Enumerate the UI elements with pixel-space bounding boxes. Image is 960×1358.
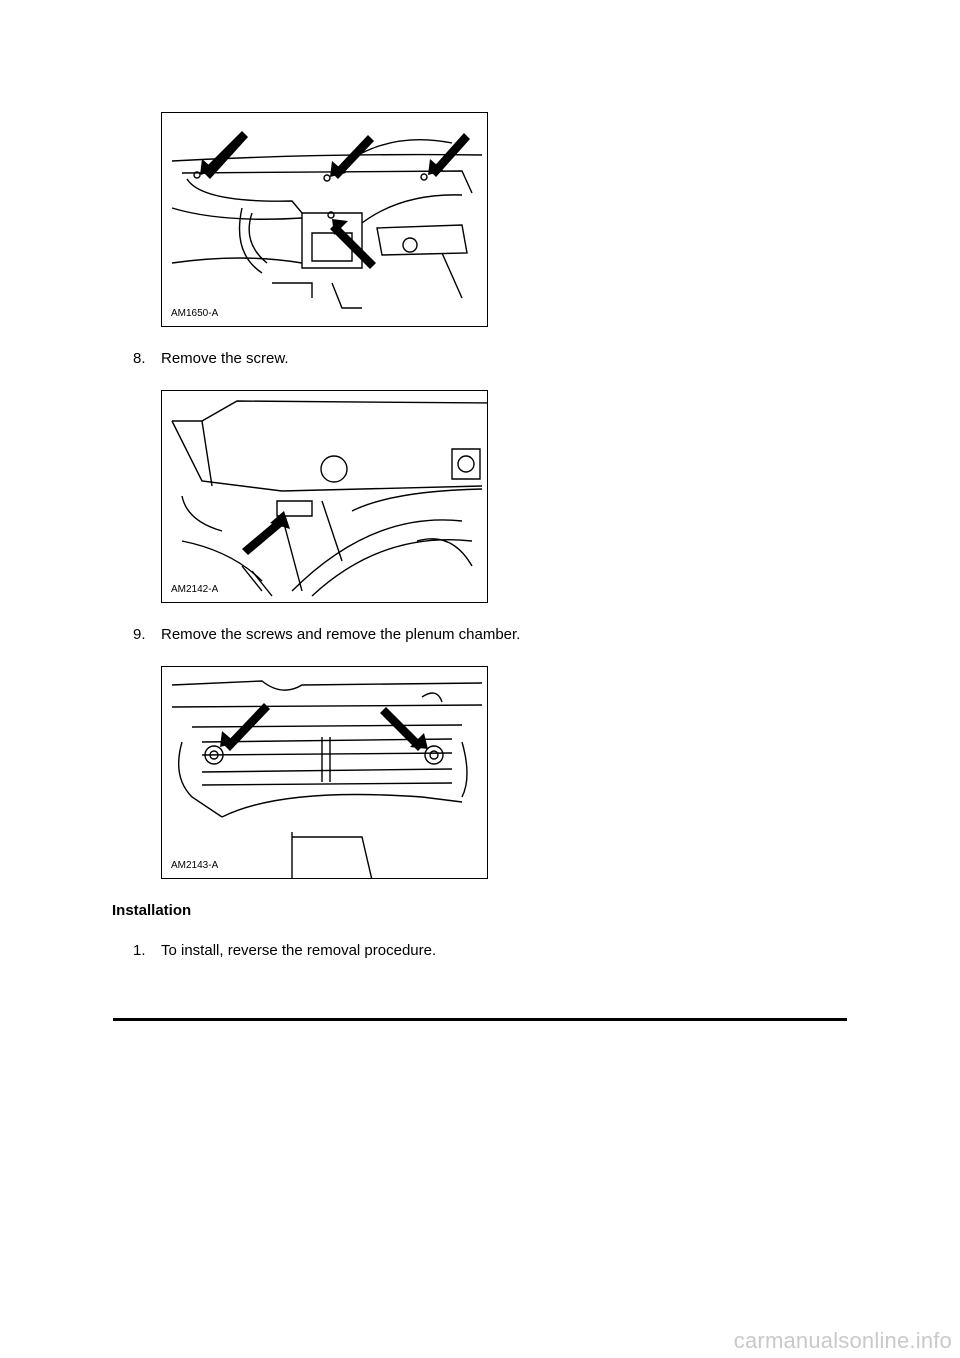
step-8	[133, 350, 289, 367]
figure-am2142	[161, 390, 488, 603]
step-number: 8.	[133, 350, 146, 367]
step-number: 1.	[133, 942, 146, 959]
step-text: Remove the screw.	[161, 350, 289, 367]
divider	[113, 1018, 847, 1021]
step-text: Remove the screws and remove the plenum chamber.	[161, 626, 521, 643]
watermark: carmanualsonline.info	[733, 1328, 952, 1353]
dashboard-illustration-3	[162, 667, 488, 879]
figure-am2143	[161, 666, 488, 879]
figure-label: AM1650-A	[171, 308, 219, 319]
figure-label: AM2143-A	[171, 860, 219, 871]
dashboard-illustration-2	[162, 391, 488, 603]
step-number: 9.	[133, 626, 146, 643]
installation-heading: Installation	[112, 902, 192, 919]
figure-am1650	[161, 112, 488, 327]
figure-label: AM2142-A	[171, 584, 219, 595]
dashboard-illustration-1	[162, 113, 488, 327]
step-text: To install, reverse the removal procedure.	[161, 942, 437, 959]
installation-step-1	[133, 942, 436, 959]
step-9	[133, 626, 520, 643]
